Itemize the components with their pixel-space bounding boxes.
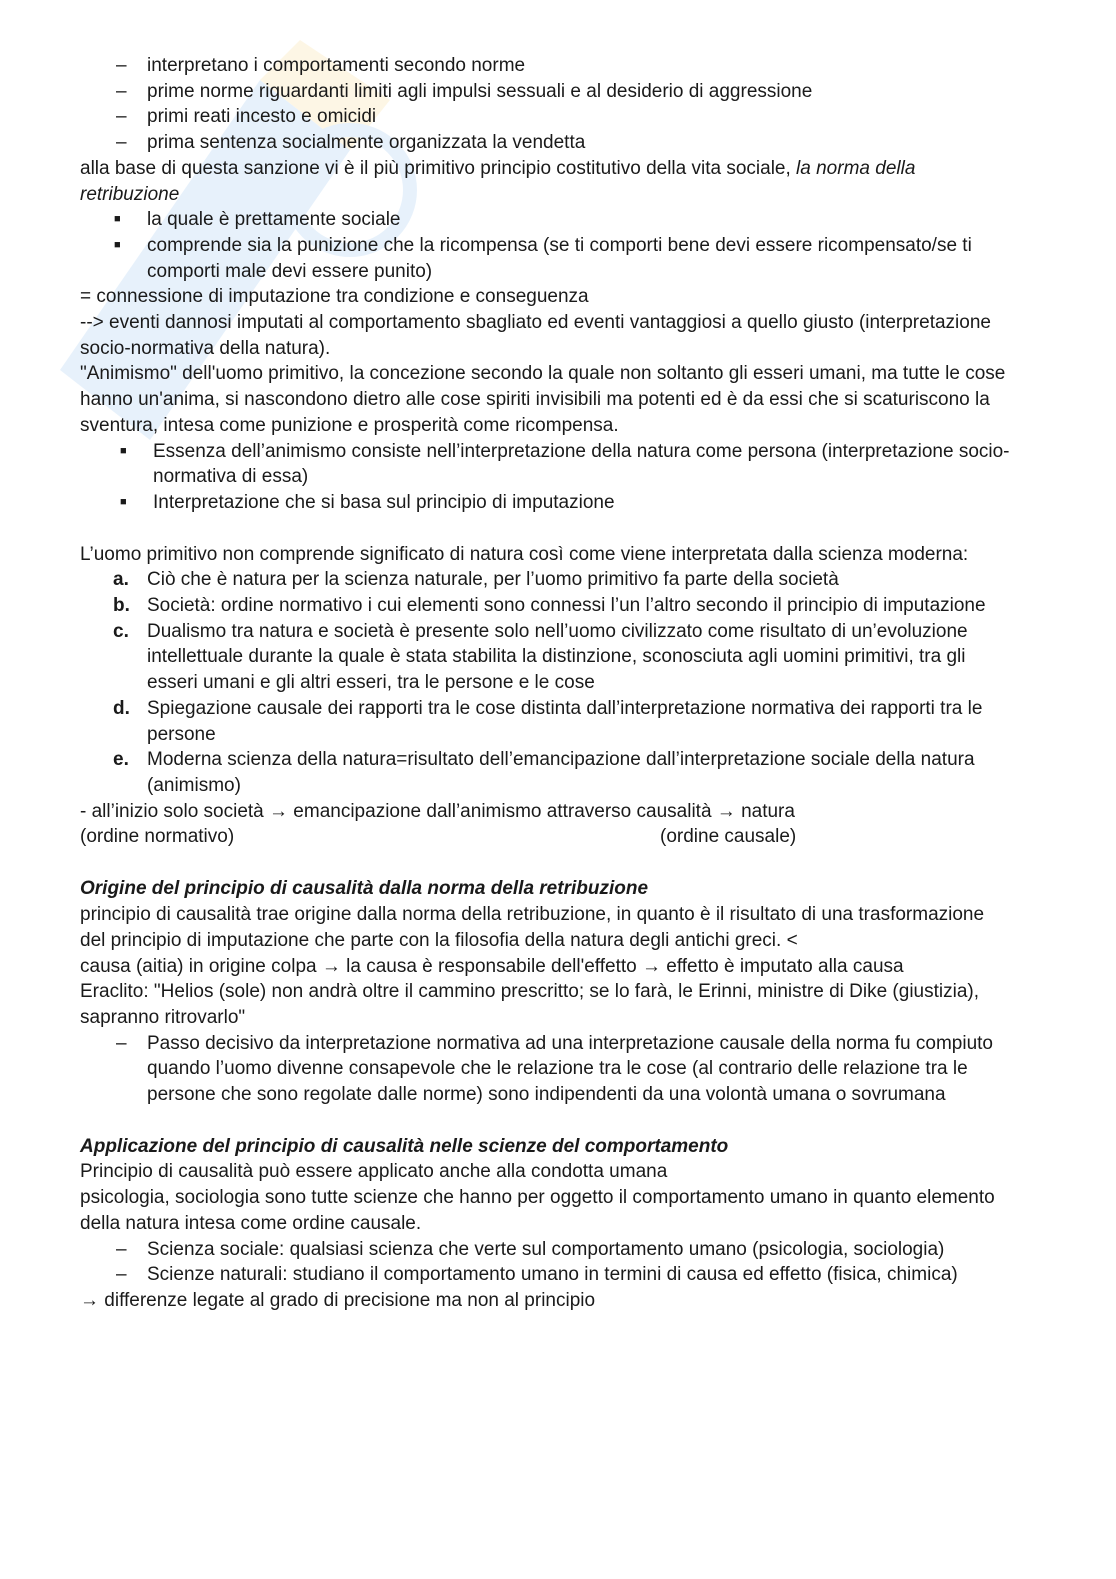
paragraph: alla base di questa sanzione vi è il più primitivo principio costitutivo della vita sociale, la norma della retribuzione bbox=[80, 157, 916, 205]
label-causale: (ordine causale) bbox=[660, 826, 797, 848]
label-normativo: (ordine normativo) bbox=[80, 826, 235, 848]
paragraph-final: → differenze legate al grado di precisione ma non al principio bbox=[80, 1289, 596, 1311]
list-item: – interpretano i comportamenti secondo norme bbox=[116, 55, 526, 76]
list-item: d. Spiegazione causale dei rapporti tra le cose distinta dall’interpretazione normativa dei rapporti tra le persone bbox=[113, 697, 983, 745]
paragraph: "Animismo" dell'uomo primitivo, la concezione secondo la quale non soltanto gli esseri umani, ma tutte le cose hanno un'anima, si nascondono dietro alle cose spiriti invisibili ma potenti ed è da essi che si scaturiscono la sventura, intesa come punizione e prosperità come ricompensa. bbox=[80, 363, 1006, 436]
list-item: – Scienze naturali: studiano il comportamento umano in termini di causa ed effetto (fisica, chimica) bbox=[116, 1264, 958, 1286]
list-item: e. Moderna scienza della natura=risultato dell’emancipazione dall’interpretazione sociale della natura (animismo) bbox=[113, 749, 975, 796]
list-item: – Passo decisivo da interpretazione normativa ad una interpretazione causale della norma fu compiuto quando l’uomo divenne consapevole che le relazione tra le cose (al contrario delle relazione tra le persone che sono regolate dalle norme) sono indipendenti da una volontà umana o sovrumana bbox=[116, 1032, 993, 1106]
list-item: – Scienza sociale: qualsiasi scienza che verte sul comportamento umano (psicologia, sociologia) bbox=[116, 1238, 945, 1260]
list-item: c. Dualismo tra natura e società è presente solo nell’uomo civilizzato come risultato di un’evoluzione intellettuale durante la quale è stata stabilita la distinzione, sconosciuta agli uomini primitivi, tra gli esseri umani e gli altri esseri, tra le persone e le cose bbox=[113, 620, 968, 694]
paragraph: Principio di causalità può essere applicato anche alla condotta umana bbox=[80, 1161, 668, 1183]
list-item: ■ la quale è prettamente sociale bbox=[114, 209, 401, 231]
list-item: – prima sentenza socialmente organizzata la vendetta bbox=[116, 132, 586, 154]
list-item: a. Ciò che è natura per la scienza naturale, per l’uomo primitivo fa parte della società bbox=[113, 569, 839, 591]
paragraph: Eraclito: "Helios (sole) non andrà oltre il cammino prescritto; se lo farà, le Erinni, ministre di Dike (giustizia), sapranno ritrovarlo" bbox=[80, 981, 980, 1028]
paragraph: L’uomo primitivo non comprende significato di natura così come viene interpretata dalla scienza moderna: bbox=[80, 543, 969, 565]
list-block1 bbox=[80, 53, 1010, 156]
two-column-labels bbox=[80, 824, 1010, 850]
list-item: ■ Interpretazione che si basa sul principio di imputazione bbox=[120, 491, 615, 513]
section-heading: Origine del principio di causalità dalla norma della retribuzione bbox=[80, 878, 649, 900]
paragraph: - all’inizio solo società → emancipazione dall’animismo attraverso causalità → natura bbox=[80, 800, 795, 822]
list-item: ■ Essenza dell’animismo consiste nell’interpretazione della natura come persona (interpretazione socio-normativa di essa) bbox=[120, 440, 1010, 488]
paragraph: causa (aitia) in origine colpa → la causa è responsabile dell'effetto → effetto è imputato alla causa bbox=[80, 955, 904, 977]
list-item: – primi reati incesto e omicidi bbox=[116, 106, 377, 128]
list-section1 bbox=[80, 1031, 1010, 1108]
document-page bbox=[80, 53, 1010, 1314]
section-heading: Applicazione del principio di causalità nelle scienze del comportamento bbox=[80, 1135, 729, 1157]
list-item: – prime norme riguardanti limiti agli impulsi sessuali e al desiderio di aggressione bbox=[116, 80, 813, 102]
paragraph: principio di causalità trae origine dalla norma della retribuzione, in quanto è il risultato di una trasformazione del principio di imputazione che parte con la filosofia della natura degli antichi greci. < bbox=[80, 904, 985, 951]
list-section2 bbox=[80, 1237, 1010, 1288]
list-item: ■ comprende sia la punizione che la ricompensa (se ti comporti bene devi essere ricompensato/se ti comporti male devi essere punito) bbox=[114, 234, 972, 282]
paragraph: psicologia, sociologia sono tutte scienze che hanno per oggetto il comportamento umano in quanto elemento della natura intesa come ordine causale. bbox=[80, 1187, 995, 1234]
paragraph: = connessione di imputazione tra condizione e conseguenza bbox=[80, 286, 589, 308]
list-block4 bbox=[80, 439, 1010, 516]
list-item: b. Società: ordine normativo i cui elementi sono connessi l’un l’altro secondo il principio di imputazione bbox=[113, 595, 986, 617]
list-block2 bbox=[80, 207, 1010, 284]
alpha-list bbox=[80, 567, 1010, 798]
paragraph: --> eventi dannosi imputati al comportamento sbagliato ed eventi vantaggiosi a quello giusto (interpretazione socio-normativa della natura). bbox=[80, 312, 991, 359]
